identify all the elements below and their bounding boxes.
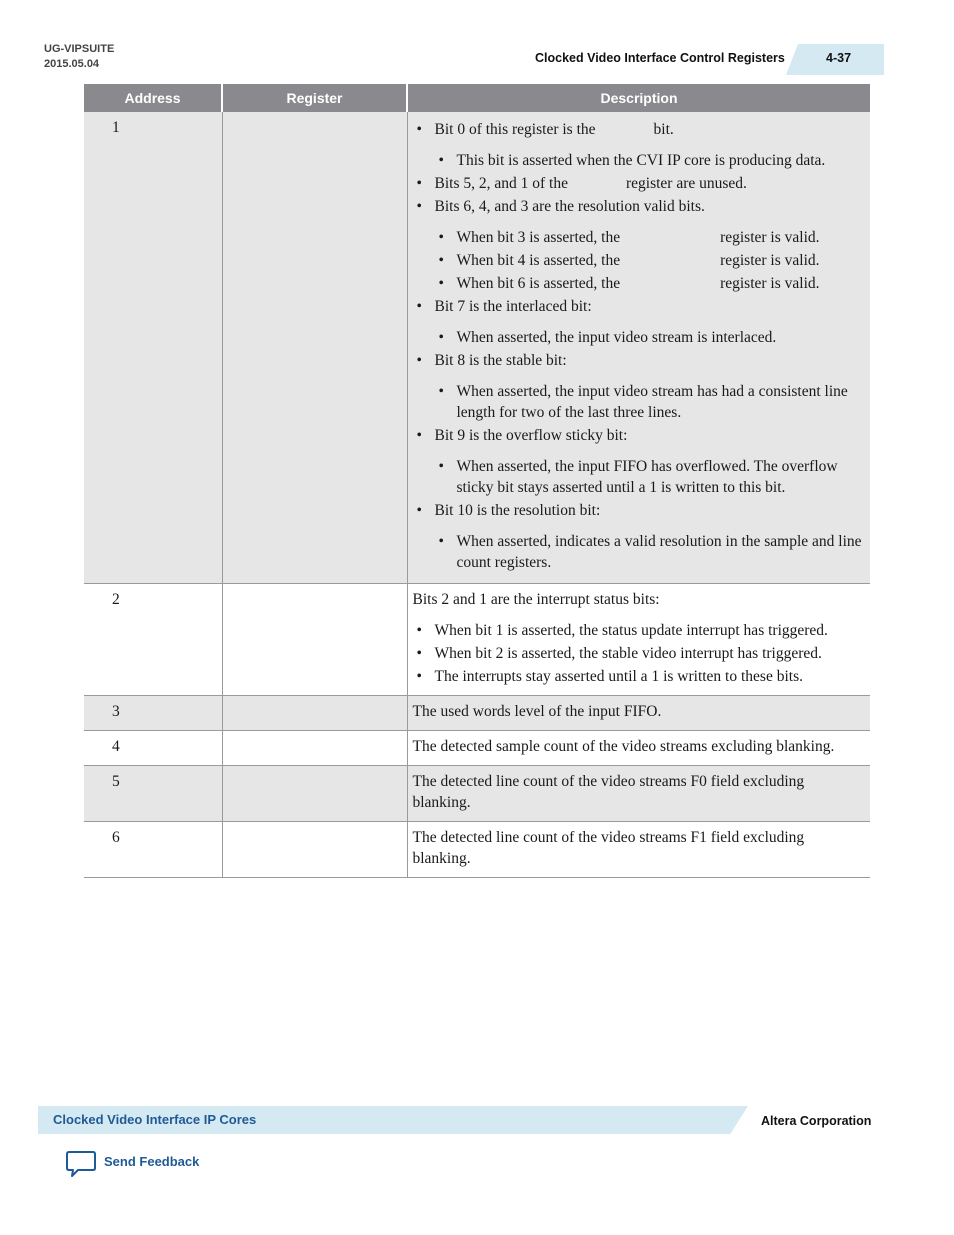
list-item: • This bit is asserted when the CVI IP core is producing data. xyxy=(435,150,866,171)
list-item: • When asserted, indicates a valid resolution in the sample and line count registers. xyxy=(435,531,866,573)
list-item-text: Bit 0 of this register is the xyxy=(434,121,596,138)
footer-chapter-link[interactable]: Clocked Video Interface IP Cores xyxy=(53,1112,257,1127)
sub-bullet-list xyxy=(435,381,866,423)
register-cell xyxy=(222,766,407,822)
address-cell: 4 xyxy=(84,731,222,766)
list-item: • When asserted, the input FIFO has overflowed. The overflow sticky bit stays asserted until a 1 is written to this bit. xyxy=(435,456,866,498)
address-cell: 6 xyxy=(84,822,222,878)
list-item-text: When bit 3 is asserted, the xyxy=(456,229,621,246)
sub-bullet-list xyxy=(435,456,866,498)
list-item-text: When bit 4 is asserted, the xyxy=(456,252,621,269)
register-cell xyxy=(222,731,407,766)
send-feedback-link[interactable]: Send Feedback xyxy=(104,1154,200,1169)
address-cell: 2 xyxy=(84,584,222,696)
list-item xyxy=(413,296,866,348)
list-item-text: register is valid. xyxy=(720,252,820,269)
list-item-text: register is valid. xyxy=(720,275,820,292)
doc-date: 2015.05.04 xyxy=(44,58,100,70)
table-row xyxy=(84,112,870,584)
list-item xyxy=(435,250,866,271)
description-text: Bits 2 and 1 are the interrupt status bits: xyxy=(412,591,660,608)
column-header-address: Address xyxy=(84,84,222,112)
description-cell: The detected sample count of the video streams excluding blanking. xyxy=(407,731,870,766)
register-cell xyxy=(222,112,407,584)
table-row xyxy=(84,822,870,878)
list-item-text: Bits 5, 2, and 1 of the xyxy=(434,175,568,192)
sub-bullet-list xyxy=(435,150,866,171)
list-item-text: Bits 6, 4, and 3 are the resolution valid bits. xyxy=(434,198,705,215)
doc-id: UG-VIPSUITE xyxy=(44,43,115,55)
page-number: 4-37 xyxy=(826,51,852,65)
footer-company: Altera Corporation xyxy=(761,1114,872,1128)
table-header-row xyxy=(84,84,870,112)
list-item-text: register are unused. xyxy=(625,175,747,192)
section-title: Clocked Video Interface Control Registers xyxy=(535,51,785,65)
sub-bullet-list xyxy=(435,227,866,294)
sub-bullet-list xyxy=(435,531,866,573)
list-item-text: Bit 7 is the interlaced bit: xyxy=(434,298,592,315)
list-item xyxy=(413,173,866,194)
column-header-description: Description xyxy=(407,84,870,112)
list-item xyxy=(413,500,866,573)
table-row xyxy=(84,584,870,696)
address-cell: 1 xyxy=(84,112,222,584)
list-item-text: Bit 10 is the resolution bit: xyxy=(434,502,601,519)
page-number-tab xyxy=(798,44,884,75)
list-item-text: register is valid. xyxy=(720,229,820,246)
bullet-list xyxy=(413,119,866,573)
list-item: • When bit 1 is asserted, the status update interrupt has triggered. xyxy=(413,620,866,641)
list-item xyxy=(435,227,866,248)
list-item-text: Bit 8 is the stable bit: xyxy=(434,352,567,369)
list-item xyxy=(435,273,866,294)
register-cell xyxy=(222,584,407,696)
description-cell: The detected line count of the video streams F1 field excluding blanking. xyxy=(407,822,870,878)
speech-bubble-icon[interactable] xyxy=(66,1150,96,1178)
address-cell: 3 xyxy=(84,696,222,731)
bullet-list xyxy=(413,620,866,687)
list-item: • When bit 2 is asserted, the stable video interrupt has triggered. xyxy=(413,643,866,664)
list-item xyxy=(413,196,866,294)
description-cell: The detected line count of the video streams F0 field excluding blanking. xyxy=(407,766,870,822)
register-cell xyxy=(222,822,407,878)
address-cell: 5 xyxy=(84,766,222,822)
list-item: • When asserted, the input video stream has had a consistent line length for two of the last three lines. xyxy=(435,381,866,423)
sub-bullet-list xyxy=(435,327,866,348)
list-item: • When asserted, the input video stream is interlaced. xyxy=(435,327,866,348)
list-item-text: bit. xyxy=(653,121,674,138)
register-cell xyxy=(222,696,407,731)
table-row xyxy=(84,766,870,822)
list-item-text: When bit 6 is asserted, the xyxy=(456,275,621,292)
description-cell xyxy=(407,584,870,696)
list-item-text: Bit 9 is the overflow sticky bit: xyxy=(434,427,628,444)
table-row xyxy=(84,731,870,766)
description-cell: The used words level of the input FIFO. xyxy=(407,696,870,731)
list-item xyxy=(413,119,866,171)
register-table xyxy=(84,84,870,878)
description-cell xyxy=(407,112,870,584)
table-row xyxy=(84,696,870,731)
column-header-register: Register xyxy=(222,84,407,112)
list-item: • The interrupts stay asserted until a 1 is written to these bits. xyxy=(413,666,866,687)
list-item xyxy=(413,425,866,498)
list-item xyxy=(413,350,866,423)
doc-header-id xyxy=(44,42,114,72)
